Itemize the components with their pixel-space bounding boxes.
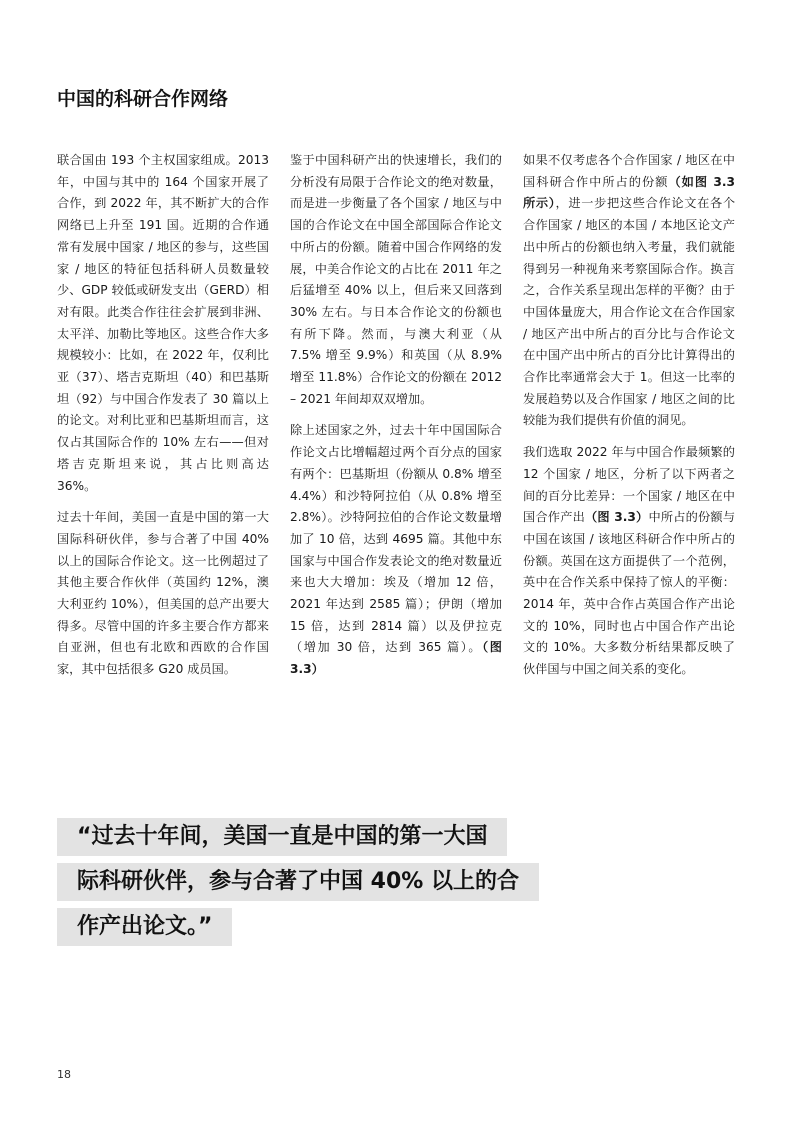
column-3 (523, 150, 735, 691)
section-heading: 中国的科研合作网络 (57, 88, 229, 110)
column-1 (57, 150, 269, 691)
body-columns (57, 150, 739, 691)
figure-reference: （图 3.3） (584, 510, 649, 525)
paragraph: 联合国由 193 个主权国家组成。2013 年，中国与其中的 164 个国家开展了合作，到 2022 年，其不断扩大的合作网络已上升至 191 国。近期的合作通常有发展中国家 / 地区的参与，这些国家 / 地区的特征包括科研人员数量较少、GDP 较低或研发支出（GERD）相对有限。此类合作往往会扩展到非洲、太平洋、加勒比等地区。这些合作大多规模较小：比如，在 2022 年，仅利比亚（37）、塔吉克斯坦（40）和巴基斯坦（92）与中国合作发表了 30 篇以上的论文。对利比亚和巴基斯坦而言，这仅占其国际合作的 10% 左右——但对塔吉克斯坦来说，其占比则高达 36%。 (57, 153, 269, 493)
paragraph (523, 442, 735, 681)
paragraph-text: 如果不仅考虑各个合作国家 / 地区在中国科研合作中所占的份额 (523, 153, 735, 189)
page-number: 18 (57, 1068, 71, 1081)
paragraph: 过去十年间，美国一直是中国的第一大国际科研伙伴，参与合著了中国 40% 以上的国际合作论文。这一比例超过了其他主要合作伙伴（英国约 12%，澳大利亚约 10%），但美国的总产出要大得多。尽管中国的许多主要合作方都来自亚洲，但也有北欧和西欧的合作国家，其中包括很多 G20 成员国。 (57, 510, 269, 677)
pull-quote-line: “过去十年间，美国一直是中国的第一大国 (57, 818, 507, 856)
column-2 (290, 150, 502, 691)
paragraph-text: 我们选取 2022 年与中国合作最频繁的 12 个国家 / 地区，分析了以下两者之间的百分比差异：一个国家 / 地区在中国合作产出 (523, 445, 735, 525)
pull-quote-line: 际科研伙伴，参与合著了中国 40% 以上的合 (57, 863, 539, 901)
paragraph (290, 420, 502, 680)
pull-quote-line: 作产出论文。” (57, 908, 232, 946)
paragraph (523, 150, 735, 432)
paragraph-text: ，进一步把这些合作论文在各个合作国家 / 地区的本国 / 本地区论文产出中所占的份额也纳入考量，我们就能得到另一种视角来考察国际合作。换言之，合作关系呈现出怎样的平衡？由于中国体量庞大，用合作论文在合作国家 / 地区产出中所占的百分比与合作论文在中国产出中所占的百分比计算得出的合作比率通常会大于 1。但这一比率的发展趋势以及合作国家 / 地区之间的比较能为我们提供有价值的洞见。 (523, 196, 736, 428)
paragraph-text: 中所占的份额与中国在该国 / 该地区科研合作中所占的份额。英国在这方面提供了一个范例，英中在合作关系中保持了惊人的平衡：2014 年，英中合作占英国合作产出论文的 10%，同时也占中国合作产出论文的 10%。大多数分析结果都反映了伙伴国与中国之间关系的变化。 (523, 510, 736, 677)
pull-quote (57, 818, 539, 953)
figure-reference: （如图 3.3 所示） (523, 174, 735, 211)
figure-reference: （图 3.3） (290, 640, 502, 677)
paragraph: 鉴于中国科研产出的快速增长，我们的分析没有局限于合作论文的绝对数量，而是进一步衡量了各个国家 / 地区与中国的合作论文在中国全部国际合作论文中所占的份额。随着中国合作网络的发展，中美合作论文的占比在 2011 年之后猛增至 40% 以上，但后来又回落到 30% 左右。与日本合作论文的份额也有所下降。然而，与澳大利亚（从 7.5% 增至 9.9%）和英国（从 8.9% 增至 11.8%）合作论文的份额在 2012 – 2021 年间却双双增加。 (290, 153, 502, 406)
paragraph-text: 除上述国家之外，过去十年中国国际合作论文占比增幅超过两个百分点的国家有两个：巴基斯坦（份额从 0.8% 增至 4.4%）和沙特阿拉伯（从 0.8% 增至 2.8%）。沙特阿拉伯的合作论文数量增加了 10 倍，达到 4695 篇。其他中东国家与中国合作发表论文的绝对数量近来也大大增加：埃及（增加 12 倍，2021 年达到 2585 篇）；伊朗（增加 15 倍，达到 2814 篇）以及伊拉克（增加 30 倍，达到 365 篇）。 (290, 423, 502, 655)
